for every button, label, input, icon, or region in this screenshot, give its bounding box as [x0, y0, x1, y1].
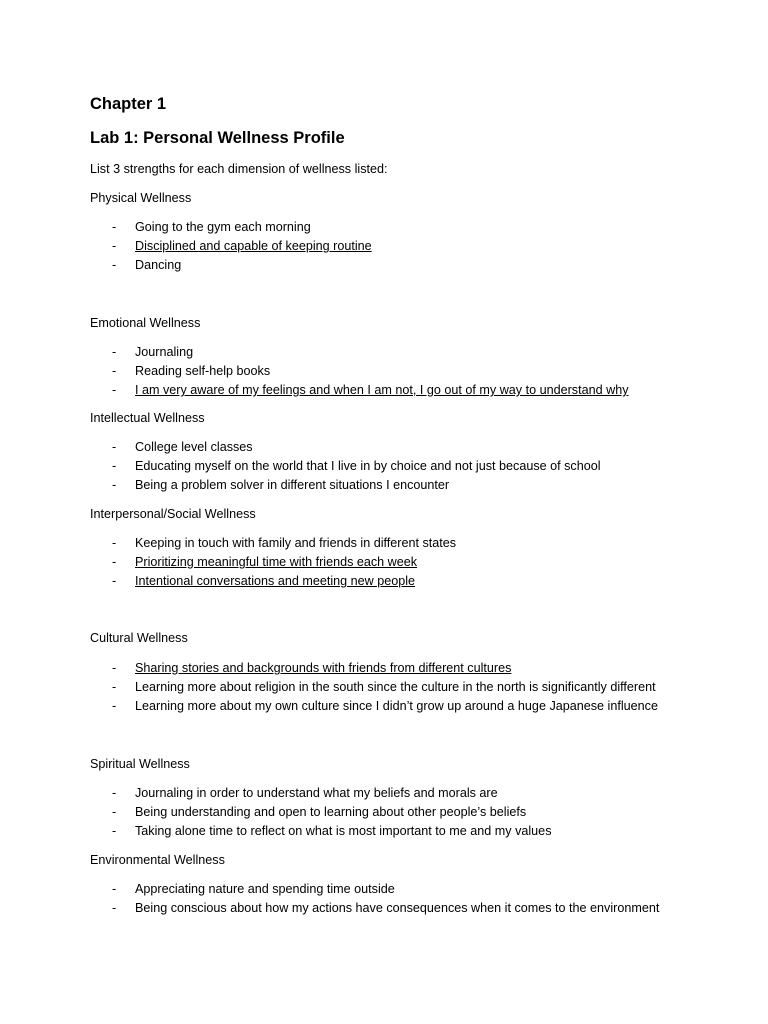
list-item-text: Educating myself on the world that I live in by choice and not just because of school	[135, 459, 601, 473]
chapter-heading: Chapter 1	[90, 95, 167, 113]
section-title-environmental: Environmental Wellness	[90, 853, 225, 867]
instructions: List 3 strengths for each dimension of wellness listed:	[90, 162, 388, 176]
section-title-emotional: Emotional Wellness	[90, 316, 201, 330]
document-page: Chapter 1 Lab 1: Personal Wellness Profile List 3 strengths for each dimension of wellness listed: Physical Wellness - Going to the gym each morning - Disciplined and capable of keeping routine - Dancing Emotional Wellness - Journaling - Reading self-help books - I am very aware of my feelings and when I am not, I go out of my way to understand why Intellectual Wellness - College level classes - Educating myself on the world that I live in by choice and not just because of school - Being a problem solver in different situations I encounter Interpersonal/Social Wellness - Keeping in touch with family and friends in different states - Prioritizing meaningful time with friends each week - Intentional conversations and meeting new people Cultural Wellness - Sharing stories and backgrounds with friends from different cultures - Learning more about religion in the south since the culture in the north is significantly different - Learning more about my own culture since I didn’t grow up around a huge Japanese influence Spiritual Wellness - Journaling in order to understand what my beliefs and morals are - Being understanding and open to learning about other people’s beliefs - Taking alone time to reflect on what is most important to me and my values Environmental Wellness - Appreciating nature and spending time outside - Being conscious about how my actions have consequences when it comes to the environment	[0, 0, 768, 1024]
list-item-text: Dancing	[135, 258, 182, 272]
list-item-text: Being a problem solver in different situations I encounter	[135, 478, 450, 492]
list-item-text: Disciplined and capable of keeping routine	[135, 239, 372, 253]
list-item-text: Reading self-help books	[135, 364, 271, 378]
list-item-text: Journaling	[135, 345, 194, 359]
list-item-text: I am very aware of my feelings and when I am not, I go out of my way to understand why	[135, 383, 629, 397]
section-title-spiritual: Spiritual Wellness	[90, 757, 190, 771]
list-item-text: Learning more about my own culture since I didn’t grow up around a huge Japanese influence	[135, 699, 658, 713]
list-item-text: Learning more about religion in the south since the culture in the north is significantly different	[135, 680, 656, 694]
lab-title: Lab 1: Personal Wellness Profile	[90, 129, 345, 147]
list-item-text: Intentional conversations and meeting new people	[135, 574, 416, 588]
list-item-text: Being conscious about how my actions have consequences when it comes to the environment	[135, 901, 660, 915]
section-title-physical: Physical Wellness	[90, 191, 192, 205]
list-item-text: Sharing stories and backgrounds with friends from different cultures	[135, 661, 512, 675]
list-item-text: Journaling in order to understand what my beliefs and morals are	[135, 786, 498, 800]
list-item-text: College level classes	[135, 440, 253, 454]
section-title-intellectual: Intellectual Wellness	[90, 411, 205, 425]
list-item-text: Appreciating nature and spending time outside	[135, 882, 395, 896]
list-item-text: Taking alone time to reflect on what is most important to me and my values	[135, 824, 552, 838]
section-title-cultural: Cultural Wellness	[90, 631, 188, 645]
list-item-text: Prioritizing meaningful time with friends each week	[135, 555, 418, 569]
list-item-text: Being understanding and open to learning about other people’s beliefs	[135, 805, 527, 819]
list-item-text: Going to the gym each morning	[135, 220, 311, 234]
list-item-text: Keeping in touch with family and friends in different states	[135, 536, 457, 550]
section-title-social: Interpersonal/Social Wellness	[90, 507, 256, 521]
